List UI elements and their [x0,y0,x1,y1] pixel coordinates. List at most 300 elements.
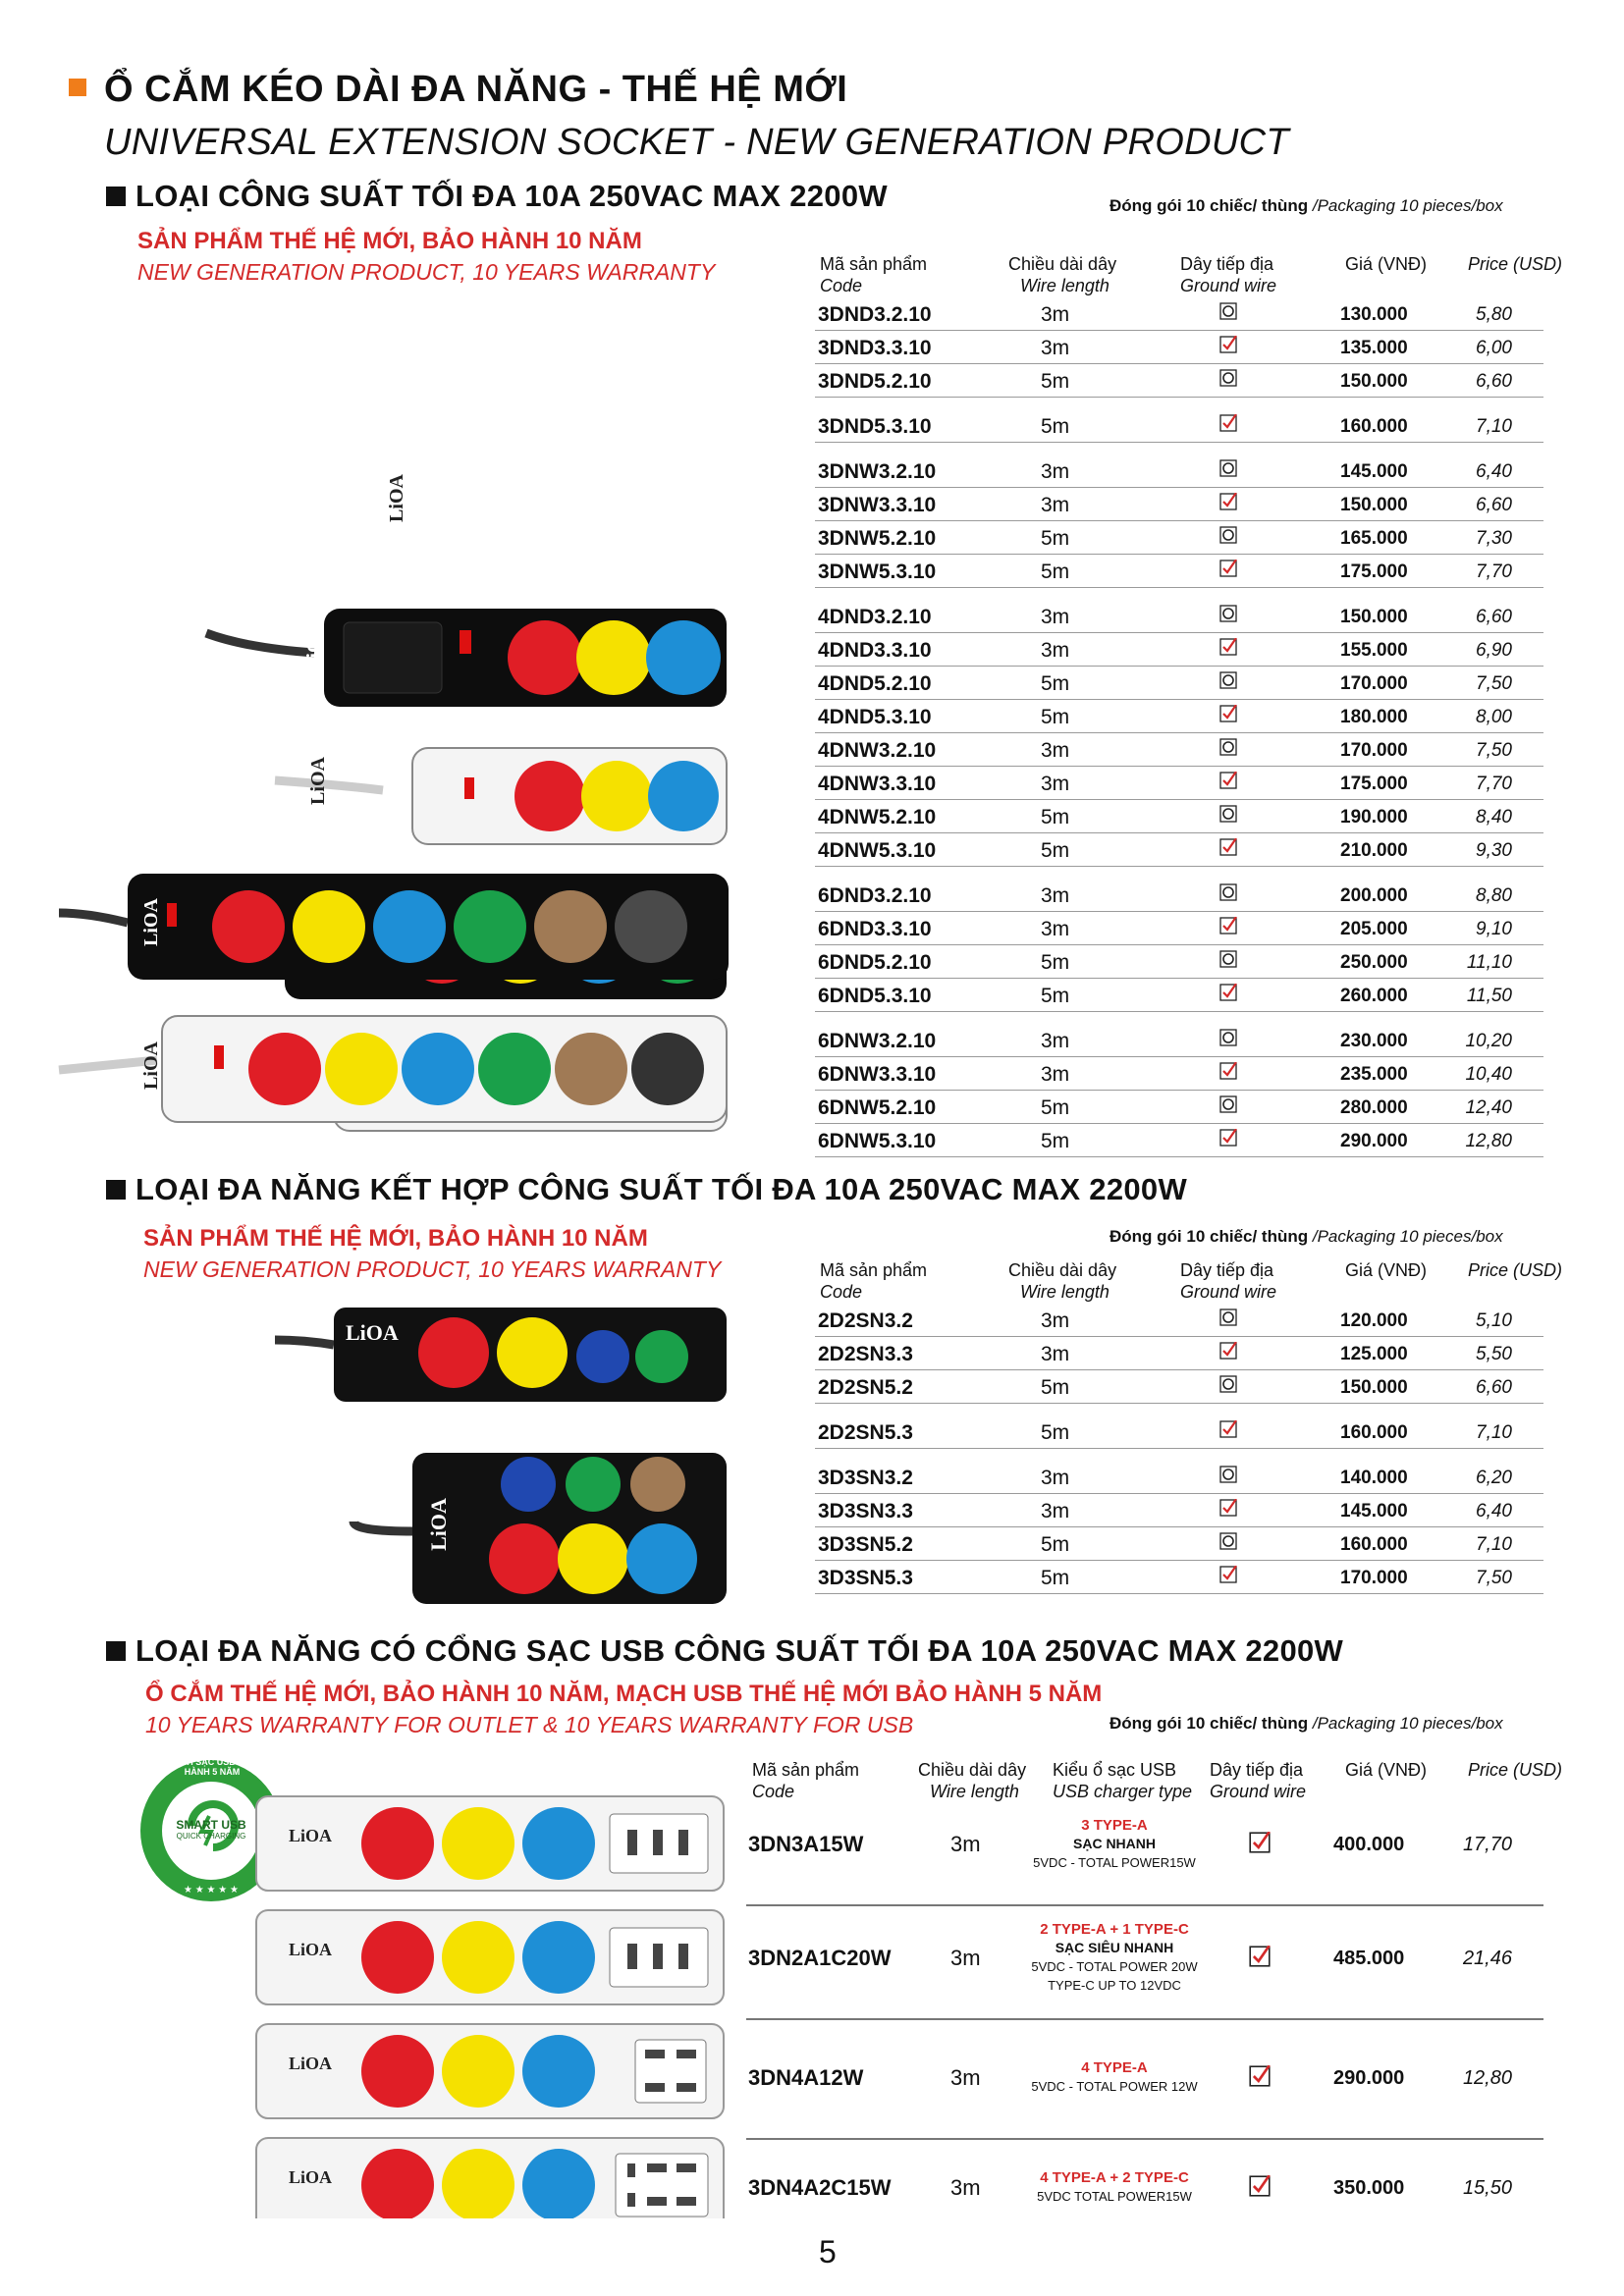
product-code: 2D2SN5.2 [818,1376,913,1399]
row-divider [815,1156,1543,1157]
wire-length: 3m [1041,1467,1070,1489]
price-vnd: 200.000 [1340,885,1408,906]
wire-length: 3m [1041,494,1070,516]
row-divider [815,587,1543,588]
table-row [815,979,1543,1012]
price-usd: 6,60 [1476,495,1512,515]
product-code: 6DND5.2.10 [818,951,932,974]
price-usd: 12,80 [1465,1131,1512,1151]
row-divider [815,442,1543,443]
ground-none-icon [1219,369,1237,387]
svg-text:★ ★ ★ ★ ★: ★ ★ ★ ★ ★ [184,1885,239,1896]
ground-none-icon [1219,1095,1237,1113]
section3-sub-en: 10 YEARS WARRANTY FOR OUTLET & 10 YEARS WARRANTY FOR USB [145,1712,914,1737]
section1-packaging: Đóng gói 10 chiếc/ thùng /Packaging 10 pieces/box [1110,196,1503,215]
smart-usb-badge-ring: MẠCH SẠC USB BẢO HÀNH 5 NĂM [166,1757,258,1777]
section1-title: LOẠI CÔNG SUẤT TỐI ĐA 10A 250VAC MAX 2200W [135,179,888,213]
price-usd: 7,10 [1476,1534,1512,1555]
price-vnd: 400.000 [1333,1834,1405,1855]
table-row [815,1124,1543,1157]
wire-length: 3m [1041,1343,1070,1365]
table-row [815,409,1543,443]
price-usd: 9,30 [1476,840,1512,861]
wire-length: 5m [1041,561,1070,583]
wire-length: 3m [1041,1063,1070,1086]
price-usd: 8,40 [1476,807,1512,828]
price-vnd: 350.000 [1333,2177,1405,2199]
section2-sub-en: NEW GENERATION PRODUCT, 10 YEARS WARRANTY [143,1256,722,1282]
table-row [815,1527,1543,1561]
price-usd: 6,90 [1476,640,1512,661]
price-vnd: 160.000 [1340,416,1408,437]
price-usd: 7,70 [1476,774,1512,794]
usb-type: 3 TYPE-A [1081,1816,1148,1834]
ground-none-icon [1219,738,1237,756]
table-row [815,1561,1543,1594]
usb-charger-type [1016,2058,1213,2096]
col-usd-header: Price (USD) [1468,254,1563,274]
ground-none-icon [1219,1029,1237,1046]
table-row [815,600,1543,633]
price-usd: 5,50 [1476,1344,1512,1364]
wire-length: 5m [1041,1567,1070,1589]
price-vnd: 175.000 [1340,774,1408,794]
product-code: 4DND3.2.10 [818,606,932,628]
price-vnd: 160.000 [1340,1534,1408,1555]
smart-usb-badge-sub: QUICK CHARGING [176,1832,246,1841]
product-code: 4DND5.3.10 [818,706,932,728]
product-3d3sn-image [353,1453,727,1604]
product-code: 2D2SN3.2 [818,1309,913,1332]
product-code: 3DN2A1C20W [748,1946,892,1970]
price-vnd: 160.000 [1340,1422,1408,1443]
product-code: 3DND3.2.10 [818,303,932,326]
table-row [815,488,1543,521]
wire-length: 3m [1041,606,1070,628]
table-row [815,1304,1543,1337]
ground-none-icon [1219,459,1237,477]
price-usd: 7,10 [1476,1422,1512,1443]
price-usd: 17,70 [1462,1834,1512,1855]
ground-check-icon [1249,2065,1271,2087]
section3-title: LOẠI ĐA NĂNG CÓ CỔNG SẠC USB CÔNG SUẤT TỐI ĐA 10A 250VAC MAX 2200W [135,1633,1344,1668]
wire-length: 3m [1041,739,1070,762]
ground-none-icon [1219,950,1237,968]
price-usd: 6,60 [1476,1377,1512,1398]
wire-length: 3m [1041,337,1070,359]
wire-length: 5m [1041,1130,1070,1152]
price-vnd: 485.000 [1333,1948,1405,1969]
usb-typec-note: TYPE-C UP TO 12VDC [1048,1978,1181,1993]
brand-logo-2d2sn: LiOA [346,1320,399,1345]
usb-charge-speed: SẠC NHANH [1073,1835,1156,1851]
product-code: 3DND5.3.10 [818,415,932,438]
ground-check-icon [1219,1420,1237,1438]
ground-check-icon [1219,772,1237,789]
product-code: 6DNW5.3.10 [818,1130,937,1152]
ground-none-icon [1219,1532,1237,1550]
section2-bullet [106,1180,126,1200]
wire-length: 5m [1041,527,1070,550]
price-vnd: 140.000 [1340,1468,1408,1488]
price-usd: 15,50 [1462,2177,1512,2199]
product-code: 3DND5.2.10 [818,370,932,393]
product-code: 6DND3.3.10 [818,918,932,940]
product-code: 6DNW5.2.10 [818,1096,937,1119]
price-usd: 5,80 [1476,304,1512,325]
wire-length: 3m [1041,918,1070,940]
wire-length: 5m [1041,415,1070,438]
product-3dnd-image [206,609,727,707]
usb-power: 5VDC TOTAL POWER15W [1037,2189,1192,2204]
s2-col-code-header: Mã sản phẩm Code [820,1260,928,1302]
table-row [815,1091,1543,1124]
table-row [815,1415,1543,1449]
wire-length: 3m [1041,460,1070,483]
price-usd: 6,20 [1476,1468,1512,1488]
product-code: 3D3SN3.2 [818,1467,913,1489]
price-vnd: 125.000 [1340,1344,1408,1364]
col-len-header: Chiều dài dây Wire length [1008,254,1117,295]
table-row [815,700,1543,733]
price-vnd: 235.000 [1340,1064,1408,1085]
wire-length: 5m [1041,1376,1070,1399]
brand-logo-3dn2a1c20w: LiOA [289,1940,333,1959]
price-vnd: 280.000 [1340,1097,1408,1118]
section3-bullet [106,1641,126,1661]
ground-check-icon [1219,414,1237,432]
price-vnd: 260.000 [1340,986,1408,1006]
wire-length: 5m [1041,806,1070,828]
wire-length: 3m [950,1832,981,1856]
price-usd: 7,50 [1476,740,1512,761]
price-vnd: 135.000 [1340,338,1408,358]
ground-check-icon [1219,917,1237,934]
usb-type: 4 TYPE-A + 2 TYPE-C [1040,2169,1189,2186]
price-usd: 8,80 [1476,885,1512,906]
price-vnd: 190.000 [1340,807,1408,828]
product-code: 3DN4A2C15W [748,2175,892,2200]
s3-col-usd-header: Price (USD) [1468,1760,1563,1780]
price-usd: 7,30 [1476,528,1512,549]
table-row [815,364,1543,398]
page-number: 5 [819,2234,837,2269]
ground-check-icon [1219,560,1237,577]
page-title-vi: Ổ CẮM KÉO DÀI ĐA NĂNG - THẾ HỆ MỚI [104,69,848,110]
table-row [815,912,1543,945]
wire-length: 5m [1041,985,1070,1007]
section2-sub-vi: SẢN PHẨM THẾ HỆ MỚI, BẢO HÀNH 10 NĂM [143,1225,648,1252]
wire-length: 3m [1041,1309,1070,1332]
product-code: 6DND5.3.10 [818,985,932,1007]
usb-power: 5VDC - TOTAL POWER 20W [1031,1959,1198,1974]
wire-length: 5m [1041,1421,1070,1444]
price-vnd: 170.000 [1340,1568,1408,1588]
s3-col-len-header: Chiều dài dây Wire length [918,1760,1027,1801]
usb-table-row [746,2150,1543,2258]
price-vnd: 155.000 [1340,640,1408,661]
ground-none-icon [1219,605,1237,622]
ground-check-icon [1219,1062,1237,1080]
ground-check-icon [1219,493,1237,510]
brand-logo-3dnw: LiOA [385,474,407,522]
usb-power: 5VDC - TOTAL POWER 12W [1031,2079,1198,2094]
usb-power: 5VDC - TOTAL POWER15W [1033,1854,1196,1870]
product-code: 4DNW3.2.10 [818,739,937,762]
price-vnd: 165.000 [1340,528,1408,549]
price-usd: 10,40 [1465,1064,1512,1085]
price-usd: 7,10 [1476,416,1512,437]
wire-length: 3m [950,2175,981,2200]
brand-logo-4dnw: LiOA [306,757,329,805]
table-row [815,1370,1543,1404]
price-usd: 11,50 [1466,986,1512,1006]
price-vnd: 175.000 [1340,561,1408,582]
price-usd: 6,60 [1476,371,1512,392]
product-2d2sn-image [275,1308,727,1402]
section2-packaging: Đóng gói 10 chiếc/ thùng /Packaging 10 pieces/box [1110,1227,1503,1246]
ground-check-icon [1249,1946,1271,1967]
header-bullet [69,79,86,96]
product-code: 2D2SN5.3 [818,1421,913,1444]
table-row [815,733,1543,767]
product-code: 3D3SN5.2 [818,1533,913,1556]
table-row [815,297,1543,331]
usb-table-row [746,2040,1543,2148]
row-divider [815,397,1543,398]
table-row [815,1057,1543,1091]
s3-col-ground-header: Dây tiếp địa Ground wire [1210,1760,1307,1801]
usb-charger-type [1016,1816,1213,1872]
s3-col-code-header: Mã sản phẩm Code [752,1760,860,1801]
wire-length: 3m [950,2065,981,2090]
product-code: 3DND3.3.10 [818,337,932,359]
product-code: 4DNW5.3.10 [818,839,937,862]
price-usd: 7,50 [1476,1568,1512,1588]
ground-check-icon [1219,1129,1237,1147]
wire-length: 3m [1041,1500,1070,1522]
price-vnd: 150.000 [1340,1377,1408,1398]
price-vnd: 130.000 [1340,304,1408,325]
price-usd: 21,46 [1462,1948,1512,1969]
section3-product-images [250,1787,731,2218]
table-row [815,521,1543,555]
product-code: 2D2SN3.3 [818,1343,913,1365]
table-row [815,1461,1543,1494]
row-divider [815,1403,1543,1404]
table-row [815,555,1543,588]
brand-logo-3dnd: LiOA [377,327,400,375]
wire-length: 5m [1041,1533,1070,1556]
row-divider [815,1448,1543,1449]
price-vnd: 150.000 [1340,607,1408,627]
table-row [815,1024,1543,1057]
table-row [815,1494,1543,1527]
usb-type: 2 TYPE-A + 1 TYPE-C [1040,1921,1189,1938]
ground-check-icon [1219,705,1237,722]
price-vnd: 145.000 [1340,1501,1408,1522]
ground-check-icon [1219,1566,1237,1583]
section3-sub-vi: Ổ CẮM THẾ HỆ MỚI, BẢO HÀNH 10 NĂM, MẠCH USB THẾ HỆ MỚI BẢO HÀNH 5 NĂM [145,1681,1103,1707]
table-row [815,454,1543,488]
section1-bullet [106,187,126,206]
wire-length: 3m [1041,1030,1070,1052]
brand-logo-3dn3a15w: LiOA [289,1826,333,1845]
price-vnd: 290.000 [1333,2067,1405,2089]
ground-check-icon [1219,638,1237,656]
ground-none-icon [1219,671,1237,689]
col-code-header: Mã sản phẩm Code [820,254,928,295]
product-code: 3DNW3.3.10 [818,494,937,516]
s2-col-usd-header: Price (USD) [1468,1260,1563,1280]
usb-type: 4 TYPE-A [1081,2059,1148,2076]
wire-length: 3m [950,1946,981,1970]
product-code: 4DND5.2.10 [818,672,932,695]
usb-table-row [746,1806,1543,1914]
wire-length: 3m [1041,639,1070,662]
product-code: 3DNW5.3.10 [818,561,937,583]
price-usd: 12,80 [1462,2067,1512,2089]
price-usd: 7,50 [1476,673,1512,694]
price-vnd: 170.000 [1340,740,1408,761]
ground-none-icon [1219,526,1237,544]
row-divider [746,1904,1543,1906]
section1-sub-vi: SẢN PHẨM THẾ HỆ MỚI, BẢO HÀNH 10 NĂM [137,228,642,254]
ground-none-icon [1219,1466,1237,1483]
price-vnd: 150.000 [1340,495,1408,515]
row-divider [815,1593,1543,1594]
product-code: 3D3SN3.3 [818,1500,913,1522]
table-row [815,945,1543,979]
product-code: 6DNW3.2.10 [818,1030,937,1052]
brand-logo-6dnd: LiOA [139,898,162,946]
price-usd: 6,00 [1476,338,1512,358]
table-row [815,833,1543,867]
price-usd: 6,40 [1476,461,1512,482]
wire-length: 5m [1041,370,1070,393]
brand-logo-3d3sn: LiOA [425,1498,451,1551]
s3-col-vnd-header: Giá (VNĐ) [1345,1760,1428,1780]
table-row [815,1337,1543,1370]
table-row [815,800,1543,833]
wire-length: 5m [1041,706,1070,728]
ground-check-icon [1219,984,1237,1001]
s2-col-vnd-header: Giá (VNĐ) [1345,1260,1428,1280]
price-usd: 7,70 [1476,561,1512,582]
col-ground-header: Dây tiếp địa Ground wire [1180,254,1277,295]
price-vnd: 170.000 [1340,673,1408,694]
price-usd: 12,40 [1465,1097,1512,1118]
ground-check-icon [1249,1832,1271,1853]
product-code: 4DNW3.3.10 [818,773,937,795]
wire-length: 5m [1041,951,1070,974]
product-code: 3DN4A12W [748,2065,864,2090]
row-divider [815,866,1543,867]
col-vnd-header: Giá (VNĐ) [1345,254,1428,274]
brand-logo-4dnd: LiOA [302,623,325,671]
brand-logo-3dn4a2c15w: LiOA [289,2167,333,2187]
price-vnd: 120.000 [1340,1310,1408,1331]
price-usd: 6,40 [1476,1501,1512,1522]
price-vnd: 180.000 [1340,707,1408,727]
s2-col-ground-header: Dây tiếp địa Ground wire [1180,1260,1277,1302]
wire-length: 5m [1041,1096,1070,1119]
ground-none-icon [1219,883,1237,901]
price-vnd: 290.000 [1340,1131,1408,1151]
usb-charger-type [1016,1920,1213,1995]
product-code: 3DN3A15W [748,1832,864,1856]
ground-check-icon [1219,1499,1237,1517]
wire-length: 3m [1041,884,1070,907]
ground-none-icon [1219,1375,1237,1393]
wire-length: 5m [1041,839,1070,862]
usb-charge-speed: SẠC SIÊU NHANH [1055,1940,1174,1955]
row-divider [815,1011,1543,1012]
usb-charger-type [1016,2168,1213,2206]
ground-none-icon [1219,302,1237,320]
product-code: 4DND3.3.10 [818,639,932,662]
brand-logo-3dn4a12w: LiOA [289,2054,333,2073]
section3-packaging: Đóng gói 10 chiếc/ thùng /Packaging 10 pieces/box [1110,1714,1503,1733]
product-code: 6DND3.2.10 [818,884,932,907]
price-usd: 11,10 [1466,952,1512,973]
price-vnd: 205.000 [1340,919,1408,939]
wire-length: 5m [1041,672,1070,695]
product-code: 3DNW5.2.10 [818,527,937,550]
price-vnd: 150.000 [1340,371,1408,392]
price-usd: 10,20 [1465,1031,1512,1051]
section1-sub-en: NEW GENERATION PRODUCT, 10 YEARS WARRANTY [137,259,716,285]
product-code: 3D3SN5.3 [818,1567,913,1589]
ground-none-icon [1219,1308,1237,1326]
row-divider [746,2138,1543,2140]
product-3dnw-image [275,748,727,844]
ground-none-icon [1219,805,1237,823]
product-code: 4DNW5.2.10 [818,806,937,828]
row-divider [746,2018,1543,2020]
smart-usb-badge-label: SMART USB [176,1818,246,1832]
price-vnd: 145.000 [1340,461,1408,482]
product-code: 3DNW3.2.10 [818,460,937,483]
section2-title: LOẠI ĐA NĂNG KẾT HỢP CÔNG SUẤT TỐI ĐA 10A 250VAC MAX 2200W [135,1172,1188,1206]
ground-check-icon [1219,1342,1237,1360]
s2-col-len-header: Chiều dài dây Wire length [1008,1260,1117,1302]
table-row [815,633,1543,667]
section2-product-images [265,1296,736,1610]
price-usd: 8,00 [1476,707,1512,727]
table-row [815,667,1543,700]
s3-col-usb-header: Kiểu ổ sạc USB USB charger type [1053,1760,1193,1801]
price-vnd: 230.000 [1340,1031,1408,1051]
price-usd: 5,10 [1476,1310,1512,1331]
price-usd: 9,10 [1476,919,1512,939]
usb-table-row [746,1920,1543,2028]
price-usd: 6,60 [1476,607,1512,627]
table-row [815,331,1543,364]
brand-logo-6dnw: LiOA [139,1041,162,1090]
ground-check-icon [1249,2175,1271,2197]
table-row [815,767,1543,800]
price-vnd: 250.000 [1340,952,1408,973]
table-row [815,879,1543,912]
ground-check-icon [1219,838,1237,856]
wire-length: 3m [1041,773,1070,795]
price-vnd: 210.000 [1340,840,1408,861]
wire-length: 3m [1041,303,1070,326]
ground-check-icon [1219,336,1237,353]
page-title-en: UNIVERSAL EXTENSION SOCKET - NEW GENERATION PRODUCT [104,122,1289,163]
product-code: 6DNW3.3.10 [818,1063,937,1086]
